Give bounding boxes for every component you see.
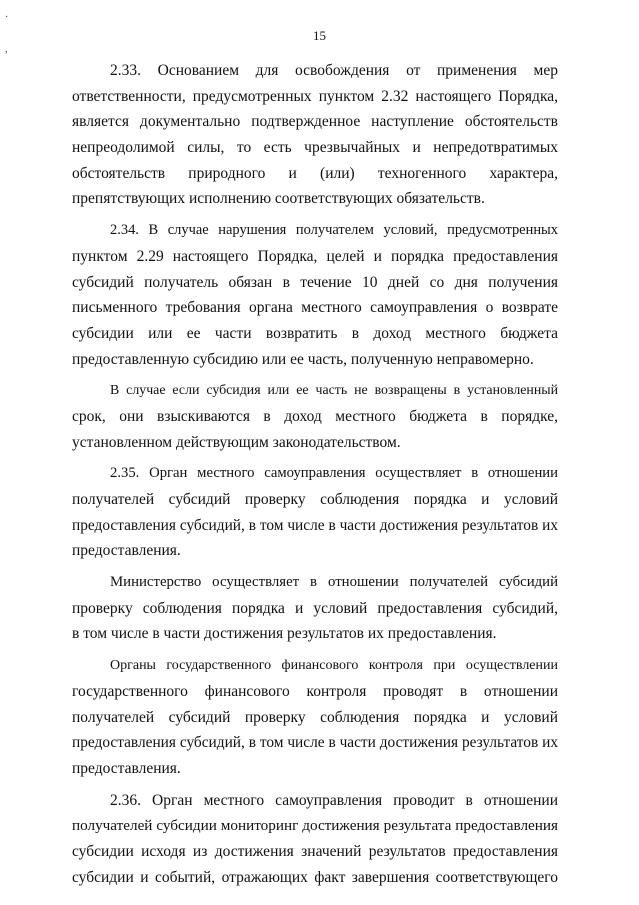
text-line: субсидии или ее части возвратить в доход местного бюджета	[72, 324, 558, 342]
document-body	[72, 58, 558, 896]
text-line: предоставления.	[72, 759, 181, 777]
text-line: проверку соблюдения порядка и условий предоставления субсидий,	[72, 599, 558, 617]
text-line: Министерство осуществляет в отношении получателей субсидий	[110, 574, 558, 591]
text-line: ответственности, предусмотренных пунктом 2.32 настоящего Порядка,	[72, 87, 558, 105]
scan-mark: ,	[5, 44, 8, 55]
text-line: срок, они взыскиваются в доход местного бюджета в порядке,	[72, 407, 558, 425]
text-line: пунктом 2.29 настоящего Порядка, целей и порядка предоставления	[72, 247, 558, 265]
text-line: 2.36. Орган местного самоуправления проводит в отношении	[110, 791, 558, 809]
paragraph-2-35-ministry	[72, 570, 558, 647]
text-line: препятствующих исполнению соответствующих обязательств.	[72, 190, 485, 208]
text-line: 2.34. В случае нарушения получателем условий, предусмотренных	[110, 222, 558, 239]
text-line: предоставления.	[72, 542, 181, 560]
text-line: предоставления субсидий, в том числе в части достижения результатов их	[72, 734, 558, 752]
text-line: субсидии исходя из достижения значений результатов предоставления	[72, 842, 558, 860]
text-line: письменного требования органа местного самоуправления о возврате	[72, 299, 558, 317]
text-line: непреодолимой силы, то есть чрезвычайных и непредотвратимых	[72, 139, 558, 157]
scan-mark: ·	[5, 12, 9, 23]
text-line: получателей субсидии мониторинг достижения результата предоставления	[72, 817, 558, 835]
text-line: является документально подтвержденное наступление обстоятельств	[72, 113, 558, 131]
text-line: получателей субсидий проверку соблюдения порядка и условий	[72, 491, 558, 508]
paragraph-2-34	[72, 218, 558, 372]
paragraph-2-34-refund-term	[72, 378, 558, 455]
page-number: 15	[313, 28, 326, 43]
text-line: предоставления субсидий, в том числе в части достижения результатов их	[72, 516, 558, 534]
paragraph-2-33	[72, 58, 558, 212]
paragraph-2-35-control-bodies	[72, 653, 558, 781]
text-line: В случае если субсидия или ее часть не возвращены в установленный	[110, 383, 558, 399]
text-line: в том числе в части достижения результатов их предоставления.	[72, 625, 497, 643]
paragraph-2-36	[72, 788, 558, 891]
text-line: предоставленную субсидию или ее часть, полученную неправомерно.	[72, 350, 534, 368]
text-line: 2.35. Орган местного самоуправления осуществляет в отношении	[110, 465, 558, 482]
text-line: установленном действующим законодательством.	[72, 433, 401, 451]
text-line: субсидий получатель обязан в течение 10 дней со дня получения	[72, 273, 558, 291]
text-line: обстоятельств природного и (или) техногенного характера,	[72, 164, 558, 182]
paragraph-2-35	[72, 461, 558, 564]
text-line: субсидии и событий, отражающих факт завершения соответствующего	[72, 868, 558, 886]
text-line: получателей субсидий проверку соблюдения порядка и условий	[72, 708, 558, 726]
text-line: 2.33. Основанием для освобождения от применения мер	[110, 62, 558, 79]
text-line: Органы государственного финансового контроля при осуществлении	[110, 658, 558, 674]
text-line: государственного финансового контроля проводят в отношении	[72, 682, 558, 700]
